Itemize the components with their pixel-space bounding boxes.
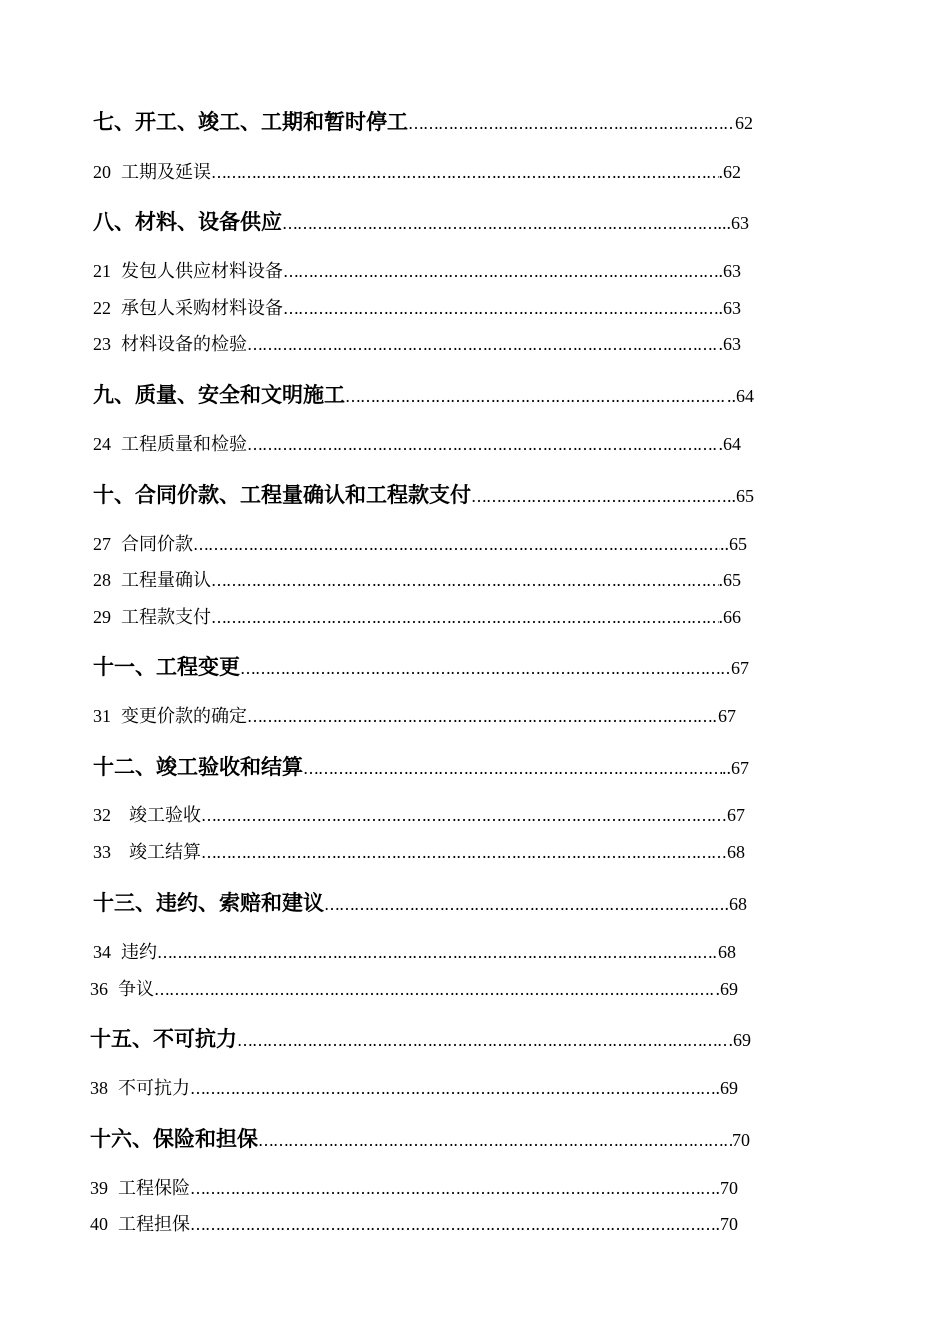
toc-entry-number: 32 [93,805,111,825]
toc-entry-number: 38 [90,1078,108,1098]
toc-page-number: .69 [728,1030,751,1050]
toc-entry-title: 发包人供应材料设备 [121,261,283,282]
toc-entry[interactable] [93,801,745,827]
toc-entry[interactable] [93,838,745,864]
toc-page-number: 68 [727,842,745,862]
toc-page-number: .69 [715,1078,738,1098]
toc-leader-dots [282,216,718,232]
toc-entry[interactable] [93,430,741,456]
toc-page-number: .68 [724,894,747,914]
toc-entry-number: 39 [90,1178,108,1198]
toc-entry[interactable] [90,1174,738,1200]
toc-page-number: .65 [718,570,741,590]
toc-heading[interactable] [93,106,753,136]
toc-entry[interactable] [93,702,736,728]
toc-leader-dots [237,1033,729,1049]
toc-heading-title: 十五、不可抗力 [90,1026,237,1051]
toc-page-number: .63 [718,298,741,318]
toc-heading-title: 十六、保险和担保 [90,1126,258,1151]
toc-leader-dots [283,301,719,317]
toc-entry-number: 23 [93,334,111,354]
toc-entry-title: 承包人采购材料设备 [121,298,283,319]
toc-entry-title: 变更价款的确定 [121,706,247,727]
toc-entry[interactable] [93,530,747,556]
toc-entry-title: 工程量确认 [121,570,211,591]
toc-page-number: ..65 [727,486,754,506]
toc-entry-number: 21 [93,261,111,281]
toc-entry-number: 20 [93,162,111,182]
toc-entry[interactable] [93,294,741,320]
toc-page-number: 62 [735,113,753,133]
toc-heading-title: 七、开工、竣工、工期和暂时停工 [93,109,408,134]
toc-entry-number: 29 [93,607,111,627]
toc-entry[interactable] [93,330,741,356]
toc-heading[interactable] [93,651,749,681]
toc-entry[interactable] [93,603,741,629]
toc-heading-title: 八、材料、设备供应 [93,209,282,234]
toc-leader-dots [190,1181,716,1197]
toc-entry-number: 24 [93,434,111,454]
toc-entry[interactable] [90,1074,738,1100]
toc-entry-title: 竣工验收 [129,805,201,826]
toc-entry-title: 争议 [118,979,154,1000]
toc-leader-dots [201,808,727,824]
toc-leader-dots [190,1217,716,1233]
toc-entry-number: 34 [93,942,111,962]
toc-entry-title: 工程款支付 [121,607,211,628]
toc-page-number: .64 [718,434,741,454]
toc-entry-number: 33 [93,842,111,862]
toc-leader-dots [157,945,718,961]
toc-page-number: .62 [718,162,741,182]
toc-page-number: 68 [718,942,736,962]
toc-entry[interactable] [90,975,738,1001]
toc-entry-title: 材料设备的检验 [121,334,247,355]
toc-entry-title: 竣工结算 [129,842,201,863]
toc-leader-dots [345,389,727,405]
toc-heading[interactable] [90,1123,750,1153]
toc-leader-dots [211,610,719,626]
toc-page-number: .66 [718,607,741,627]
toc-page-number: .70 [715,1214,738,1234]
toc-leader-dots [247,337,719,353]
toc-leader-dots [258,1133,732,1149]
toc-leader-dots [190,1081,716,1097]
toc-entry[interactable] [93,158,741,184]
toc-entry-title: 工程担保 [118,1214,190,1235]
toc-leader-dots [211,573,719,589]
toc-entry-title: 合同价款 [121,534,193,555]
toc-entry-title: 工期及延误 [121,162,211,183]
toc-leader-dots [408,116,735,132]
toc-leader-dots [303,761,722,777]
toc-heading-title: 十二、竣工验收和结算 [93,754,303,779]
toc-heading-title: 九、质量、安全和文明施工 [93,382,345,407]
toc-entry-title: 工程质量和检验 [121,434,247,455]
toc-heading[interactable] [90,1023,751,1053]
toc-entry[interactable] [93,257,741,283]
toc-page-number: ..64 [727,386,754,406]
toc-leader-dots [240,661,731,677]
toc-entry-number: 31 [93,706,111,726]
toc-heading-title: 十三、违约、索赔和建议 [93,890,324,915]
toc-leader-dots [324,897,725,913]
toc-heading[interactable] [93,206,749,236]
toc-page-number: 67 [727,805,745,825]
toc-page-number: 70 [732,1130,750,1150]
toc-entry-number: 40 [90,1214,108,1234]
toc-heading[interactable] [93,479,754,509]
toc-entry-number: 22 [93,298,111,318]
toc-page-number: .69 [715,979,738,999]
toc-leader-dots [154,982,716,998]
toc-page-number: .63 [718,334,741,354]
toc-entry-title: 不可抗力 [118,1078,190,1099]
toc-page-number: ..65 [720,534,747,554]
toc-heading[interactable] [93,887,747,917]
toc-heading[interactable] [93,379,754,409]
toc-leader-dots [193,537,720,553]
toc-entry[interactable] [93,566,741,592]
toc-entry-number: 27 [93,534,111,554]
toc-leader-dots [471,489,727,505]
toc-page-number: ..67 [722,758,749,778]
toc-leader-dots [247,709,718,725]
toc-leader-dots [211,165,719,181]
toc-heading-title: 十、合同价款、工程量确认和工程款支付 [93,482,471,507]
toc-page-number: 67 [718,706,736,726]
toc-page-number: .63 [718,261,741,281]
toc-page-number: ...63 [717,213,749,233]
toc-leader-dots [201,845,727,861]
toc-page-number: 67 [731,658,749,678]
toc-entry[interactable] [93,938,736,964]
toc-leader-dots [247,437,719,453]
toc-entry[interactable] [90,1210,738,1236]
toc-entry-title: 工程保险 [118,1178,190,1199]
toc-heading-title: 十一、工程变更 [93,654,240,679]
toc-entry-title: 违约 [121,942,157,963]
toc-leader-dots [283,264,719,280]
toc-entry-number: 36 [90,979,108,999]
toc-heading[interactable] [93,751,749,781]
toc-entry-number: 28 [93,570,111,590]
toc-page-number: .70 [715,1178,738,1198]
